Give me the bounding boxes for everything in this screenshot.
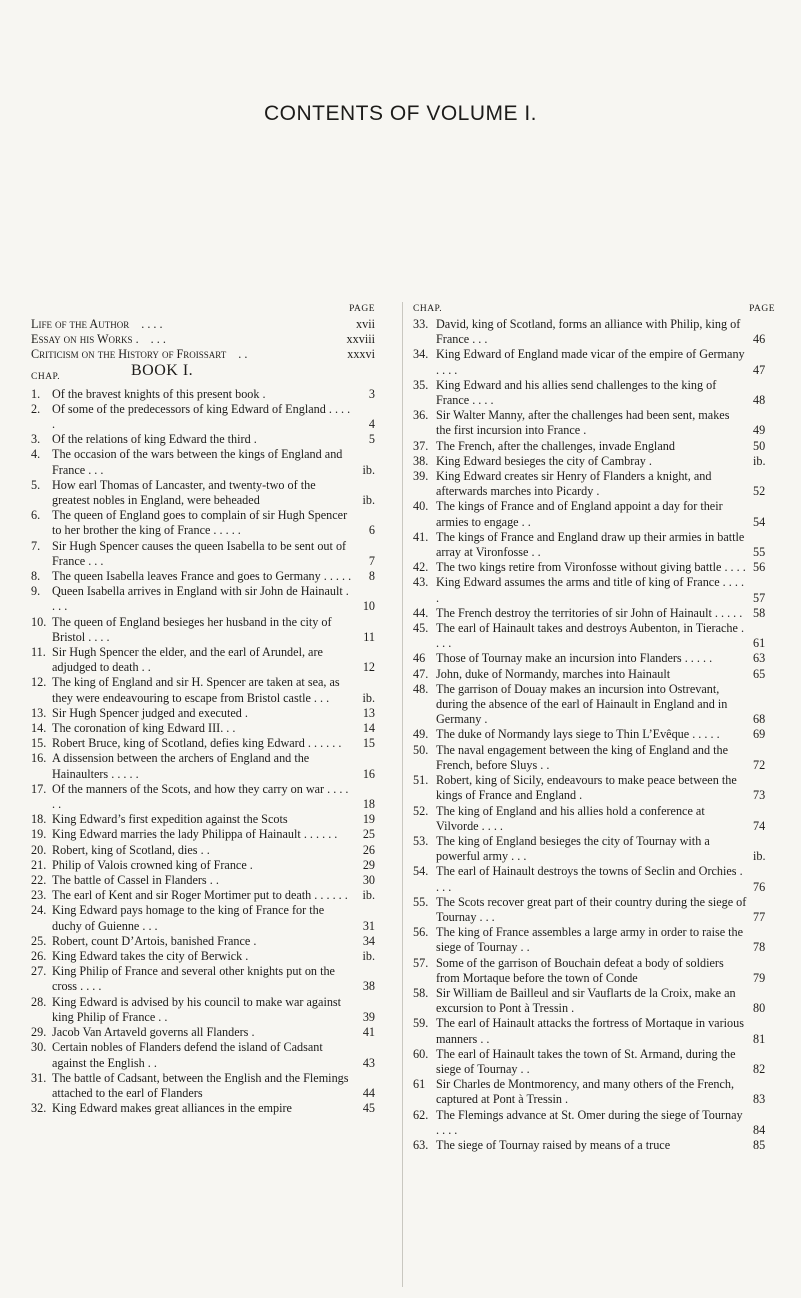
page-number: ib. — [362, 690, 375, 705]
toc-entry — [413, 560, 775, 575]
page-number: xxviii — [346, 332, 375, 347]
page-number: 74 — [753, 818, 766, 833]
chapter-number: 40. — [413, 499, 429, 514]
chapter-title: The queen Isabella leaves France and goes to Germany . . . . . — [52, 569, 352, 583]
toc-entry — [413, 773, 775, 803]
chapter-title: The queen of England besieges her husband in the city of Bristol . . . . — [52, 614, 332, 644]
toc-entry — [413, 347, 775, 377]
chapter-number: 23. — [31, 888, 47, 903]
chapter-number: 53. — [413, 833, 429, 848]
chapter-title: Sir Hugh Spencer the elder, and the earl of Arundel, are adjudged to death . . — [52, 645, 323, 675]
chapter-title: The kings of France and of England appoint a day for their armies to engage . . — [436, 499, 723, 529]
chapter-title: King Edward besieges the city of Cambray . — [436, 453, 652, 468]
chapter-title: Of the bravest knights of this present book . — [52, 386, 266, 401]
toc-entry — [413, 439, 775, 454]
column-divider — [402, 302, 403, 1287]
toc-entry — [413, 378, 775, 408]
chapter-title: Of some of the predecessors of king Edward of England . . . . . — [52, 401, 351, 431]
left-chapter-list — [31, 387, 375, 1117]
preliminary-title-wrap — [31, 317, 163, 332]
chapter-title: Jacob Van Artaveld governs all Flanders . — [52, 1025, 255, 1040]
page-number: 72 — [753, 757, 766, 772]
toc-entry — [31, 827, 375, 842]
page-number: 82 — [753, 1061, 766, 1076]
toc-entry — [31, 675, 375, 705]
toc-entry — [31, 1025, 375, 1040]
chapter-title: The French, after the challenges, invade England — [436, 438, 675, 453]
toc-entry — [31, 873, 375, 888]
toc-entry — [31, 843, 375, 858]
preliminary-item — [31, 347, 375, 362]
chapter-number: 58. — [413, 985, 429, 1000]
chapter-number: 14. — [31, 721, 47, 736]
chapter-number: 35. — [413, 377, 429, 392]
chapter-number: 39. — [413, 469, 429, 484]
chapter-number: 57. — [413, 955, 429, 970]
page-number: 56 — [753, 560, 766, 575]
chapter-number: 56. — [413, 925, 429, 940]
toc-entry — [413, 454, 775, 469]
chapter-title: King Edward pays homage to the king of France for the duchy of Guienne . . . — [52, 903, 325, 933]
chapter-title: Sir Charles de Montmorency, and many others of the French, captured at Pont à Tressin . — [436, 1077, 735, 1107]
page-number: 6 — [368, 523, 375, 538]
chapter-title: The naval engagement between the king of England and the French, before Sluys . . — [436, 742, 729, 772]
toc-entry — [413, 864, 775, 894]
page-number: 52 — [753, 484, 766, 499]
page-number: 41 — [362, 1025, 375, 1040]
chapter-number: 28. — [31, 994, 47, 1009]
contents-left-column — [31, 302, 375, 1116]
chapter-number: 32. — [31, 1101, 47, 1116]
page-number: ib. — [362, 462, 375, 477]
chapter-title: John, duke of Normandy, marches into Hainault — [436, 666, 671, 681]
page-number: 10 — [362, 599, 375, 614]
chapter-title: A dissension between the archers of England and the Hainaulters . . . . . — [52, 751, 310, 781]
page-number: 3 — [368, 386, 375, 401]
page-number: 34 — [362, 933, 375, 948]
page-number: 49 — [753, 423, 766, 438]
chapter-number: 33. — [413, 317, 429, 331]
page-number: 76 — [753, 879, 766, 894]
page-number: 69 — [753, 727, 766, 742]
page-number: 43 — [362, 1055, 375, 1070]
toc-entry — [31, 432, 375, 447]
page-number: xxxvi — [347, 347, 375, 362]
chapter-title: The earl of Hainault destroys the towns of Seclin and Orchies . . . . — [436, 864, 743, 894]
page-number: 54 — [753, 514, 766, 529]
toc-entry — [31, 584, 375, 614]
page-number: 80 — [753, 1001, 766, 1016]
toc-entry — [413, 667, 775, 682]
chapter-number: 55. — [413, 894, 429, 909]
chapter-number: 46 — [413, 651, 426, 666]
chapter-title: Sir Hugh Spencer causes the queen Isabella to be sent out of France . . . — [52, 538, 347, 568]
chapter-number: 62. — [413, 1107, 429, 1122]
page-column-header: PAGE — [749, 304, 775, 314]
dot-leader: . . . — [150, 332, 166, 347]
page-number: 29 — [362, 857, 375, 872]
chapter-number: 37. — [413, 438, 429, 453]
chapter-title: Robert, king of Scotland, dies . . — [52, 842, 210, 857]
toc-entry — [413, 1138, 775, 1153]
page-number: 4 — [368, 416, 375, 431]
book-heading-row — [31, 363, 375, 387]
chapter-title: The garrison of Douay makes an incursion into Ostrevant, during the absence of the earl of Hainault in England and in Germany . — [436, 681, 728, 727]
toc-entry — [413, 530, 775, 560]
page-number: 63 — [753, 651, 766, 666]
page-number: 12 — [362, 660, 375, 675]
toc-entry — [413, 621, 775, 651]
chapter-number: 31. — [31, 1070, 47, 1085]
chapter-number: 42. — [413, 560, 429, 575]
toc-entry — [413, 469, 775, 499]
contents-right-column — [413, 302, 775, 1153]
chapter-title: The king of England besieges the city of Tournay with a powerful army . . . — [436, 833, 710, 864]
chapter-title: Philip of Valois crowned king of France . — [52, 857, 253, 872]
chapter-number: 17. — [31, 781, 47, 796]
chapter-title: The kings of France and England draw up their armies in battle array at Vironfosse . . — [436, 529, 745, 560]
toc-entry — [413, 727, 775, 742]
page-number: 26 — [362, 842, 375, 857]
page-number: 7 — [368, 553, 375, 568]
chapter-title: The two kings retire from Vironfosse without giving battle . . . . — [436, 560, 746, 575]
chapter-number: 27. — [31, 964, 47, 979]
toc-entry — [31, 447, 375, 477]
page-number: ib. — [753, 453, 766, 468]
chapter-title: Those of Tournay make an incursion into Flanders . . . . . — [436, 651, 713, 666]
preliminary-item — [31, 317, 375, 332]
chapter-number: 9. — [31, 584, 41, 599]
chapter-title: Certain nobles of Flanders defend the island of Cadsant against the English . . — [52, 1040, 323, 1070]
chapter-number: 13. — [31, 705, 47, 720]
chapter-number: 16. — [31, 751, 47, 766]
page-number: 58 — [753, 605, 766, 620]
toc-entry — [413, 408, 775, 438]
chapter-title: The queen of England goes to complain of sir Hugh Spencer to her brother the king of France . . . . . — [52, 508, 348, 538]
page-number: 77 — [753, 909, 766, 924]
right-chapter-list — [413, 317, 775, 1153]
chapter-title: The king of France assembles a large army in order to raise the siege of Tournay . . — [436, 925, 744, 955]
page-number: 46 — [753, 332, 766, 347]
toc-entry — [31, 569, 375, 584]
chapter-number: 59. — [413, 1016, 429, 1031]
chap-column-header: CHAP. — [31, 371, 61, 382]
toc-entry — [31, 615, 375, 645]
chapter-number: 22. — [31, 873, 47, 888]
chapter-title: The Scots recover great part of their country during the siege of Tournay . . . — [436, 894, 747, 924]
toc-entry — [31, 995, 375, 1025]
toc-entry — [413, 834, 775, 864]
chapter-title: The Flemings advance at St. Omer during the siege of Tournay . . . . — [436, 1107, 743, 1137]
chapter-title: The battle of Cassel in Flanders . . — [52, 873, 219, 888]
page-number: 83 — [753, 1092, 766, 1107]
left-header-row — [31, 302, 375, 317]
chapter-number: 50. — [413, 742, 429, 757]
chapter-title: The siege of Tournay raised by means of a truce — [436, 1137, 671, 1152]
dot-leader: . . — [238, 347, 248, 362]
toc-entry — [413, 499, 775, 529]
chapter-title: King Philip of France and several other knights put on the cross . . . . — [52, 964, 335, 994]
chap-column-header: CHAP. — [413, 304, 443, 314]
page-number: 65 — [753, 666, 766, 681]
chapter-title: The duke of Normandy lays siege to Thin L’Evêque . . . . . — [436, 727, 720, 742]
chapter-number: 47. — [413, 666, 429, 681]
chapter-number: 8. — [31, 569, 41, 583]
toc-entry — [413, 1016, 775, 1046]
page-number: 79 — [753, 970, 766, 985]
toc-entry — [31, 539, 375, 569]
toc-entry — [413, 651, 775, 666]
toc-entry — [413, 1047, 775, 1077]
chapter-number: 29. — [31, 1025, 47, 1040]
chapter-title: Some of the garrison of Bouchain defeat a body of soldiers from Mortaque before the town of Conde — [436, 955, 724, 985]
toc-entry — [31, 858, 375, 873]
chapter-title: The king of England and sir H. Spencer are taken at sea, as they were endeavouring to escape from Bristol castle . . . — [52, 675, 340, 705]
right-header-row — [413, 302, 775, 317]
chapter-title: The occasion of the wars between the kings of England and France . . . — [52, 447, 343, 477]
toc-entry — [413, 986, 775, 1016]
toc-entry — [31, 508, 375, 538]
toc-entry — [413, 1077, 775, 1107]
toc-entry — [413, 804, 775, 834]
page-number: 15 — [362, 736, 375, 751]
page-number: 48 — [753, 393, 766, 408]
preliminary-item — [31, 332, 375, 347]
chapter-title: King Edward takes the city of Berwick . — [52, 949, 249, 964]
chapter-title: King Edward and his allies send challenges to the king of France . . . . — [436, 377, 717, 408]
preliminary-title-wrap — [31, 332, 166, 347]
chapter-title: King Edward of England made vicar of the empire of Germany . . . . — [436, 347, 745, 377]
toc-entry — [31, 903, 375, 933]
toc-entry — [31, 751, 375, 781]
chapter-number: 45. — [413, 621, 429, 636]
chapter-title: Sir Hugh Spencer judged and executed . — [52, 705, 248, 720]
chapter-title: David, king of Scotland, forms an alliance with Philip, king of France . . . — [436, 317, 741, 347]
page-number: 61 — [753, 636, 766, 651]
chapter-number: 51. — [413, 773, 429, 788]
chapter-title: Robert, king of Sicily, endeavours to make peace between the kings of France and England . — [436, 773, 737, 803]
book-heading: BOOK I. — [131, 361, 194, 379]
chapter-number: 49. — [413, 727, 429, 742]
toc-entry — [413, 606, 775, 621]
chapter-number: 34. — [413, 347, 429, 362]
chapter-number: 18. — [31, 812, 47, 827]
preliminary-title: Essay on his Works . — [31, 332, 139, 347]
toc-entry — [31, 706, 375, 721]
chapter-number: 6. — [31, 508, 41, 523]
chapter-number: 61 — [413, 1077, 426, 1092]
chapter-title: How earl Thomas of Lancaster, and twenty-two of the greatest nobles in England, were beheaded — [52, 477, 316, 507]
page-number: 5 — [368, 432, 375, 447]
toc-entry — [413, 1108, 775, 1138]
chapter-number: 43. — [413, 575, 429, 590]
toc-entry — [31, 782, 375, 812]
page-number: xvii — [356, 317, 375, 331]
page-number: 44 — [362, 1085, 375, 1100]
toc-entry — [31, 1040, 375, 1070]
chapter-number: 7. — [31, 538, 41, 553]
chapter-title: The battle of Cadsant, between the English and the Flemings attached to the earl of Flanders — [52, 1070, 349, 1100]
chapter-number: 54. — [413, 864, 429, 879]
toc-entry — [31, 888, 375, 903]
chapter-title: Robert, count D’Artois, banished France . — [52, 933, 257, 948]
page-number: 38 — [362, 979, 375, 994]
page-number: 81 — [753, 1031, 766, 1046]
chapter-title: Sir Walter Manny, after the challenges had been sent, makes the first incursion into France . — [436, 408, 730, 438]
chapter-title: The French destroy the territories of sir John of Hainault . . . . . — [436, 605, 743, 620]
page-number: ib. — [362, 492, 375, 507]
toc-entry — [413, 743, 775, 773]
toc-entry — [31, 387, 375, 402]
page-number: 47 — [753, 362, 766, 377]
chapter-number: 44. — [413, 605, 429, 620]
page-number: 14 — [362, 721, 375, 736]
chapter-number: 2. — [31, 401, 41, 416]
toc-entry — [31, 645, 375, 675]
chapter-title: Of the relations of king Edward the third . — [52, 432, 257, 447]
chapter-number: 48. — [413, 681, 429, 696]
chapter-title: The earl of Hainault attacks the fortress of Mortaque in various manners . . — [436, 1016, 744, 1046]
toc-entry — [31, 478, 375, 508]
chapter-title: King Edward’s first expedition against the Scots — [52, 812, 288, 827]
chapter-title: The earl of Hainault takes the town of St. Armand, during the siege of Tournay . . — [436, 1046, 736, 1076]
chapter-title: King Edward marries the lady Philippa of Hainault . . . . . . — [52, 827, 338, 842]
chapter-number: 15. — [31, 736, 47, 751]
page-number: 18 — [362, 797, 375, 812]
chapter-number: 63. — [413, 1137, 429, 1152]
chapter-title: The earl of Kent and sir Roger Mortimer put to death . . . . . . — [52, 888, 348, 903]
toc-entry — [31, 1101, 375, 1116]
chapter-number: 60. — [413, 1046, 429, 1061]
chapter-title: Sir William de Bailleul and sir Vauflarts de la Croix, make an excursion to Pont à Tressin . — [436, 985, 736, 1016]
chapter-number: 25. — [31, 933, 47, 948]
chapter-number: 19. — [31, 827, 47, 842]
page-number: 55 — [753, 545, 766, 560]
chapter-title: King Edward is advised by his council to make war against king Philip of France . . — [52, 994, 342, 1024]
chapter-title: The coronation of king Edward III. . . — [52, 721, 236, 736]
page-number: 39 — [362, 1009, 375, 1024]
preliminary-title: Criticism on the History of Froissart — [31, 347, 227, 362]
toc-entry — [413, 925, 775, 955]
page-number: 19 — [362, 812, 375, 827]
chapter-number: 12. — [31, 675, 47, 690]
chapter-number: 20. — [31, 842, 47, 857]
toc-entry — [413, 575, 775, 605]
chapter-number: 21. — [31, 857, 47, 872]
chapter-number: 36. — [413, 408, 429, 423]
page-number: 16 — [362, 766, 375, 781]
chapter-number: 10. — [31, 614, 47, 629]
toc-entry — [31, 736, 375, 751]
page-number: 11 — [363, 629, 375, 644]
chapter-title: King Edward makes great alliances in the empire — [52, 1101, 292, 1116]
chapter-title: Of the manners of the Scots, and how they carry on war . . . . . . — [52, 781, 349, 812]
page-number: 13 — [362, 705, 375, 720]
chapter-number: 24. — [31, 903, 47, 918]
chapter-number: 30. — [31, 1040, 47, 1055]
toc-entry — [31, 964, 375, 994]
chapter-title: The earl of Hainault takes and destroys Aubenton, in Tierache . . . . — [436, 621, 744, 651]
chapter-number: 1. — [31, 386, 41, 401]
toc-entry — [31, 949, 375, 964]
page-number: ib. — [362, 949, 375, 964]
page-number: 73 — [753, 788, 766, 803]
toc-entry — [413, 317, 775, 347]
toc-entry — [31, 402, 375, 432]
preliminary-title-wrap — [31, 347, 247, 362]
toc-entry — [31, 934, 375, 949]
preliminary-title: Life of the Author — [31, 317, 130, 331]
chapter-number: 38. — [413, 453, 429, 468]
page-number: 85 — [753, 1137, 766, 1152]
page-number: 68 — [753, 712, 766, 727]
page-number: 50 — [753, 438, 766, 453]
page-number: 30 — [362, 873, 375, 888]
chapter-title: Queen Isabella arrives in England with sir John de Hainault . . . . — [52, 584, 349, 614]
toc-entry — [413, 682, 775, 728]
chapter-number: 52. — [413, 803, 429, 818]
chapter-title: King Edward creates sir Henry of Flanders a knight, and afterwards marches into Picardy . — [436, 469, 712, 499]
toc-entry — [31, 1071, 375, 1101]
dot-leader: . . . . — [141, 317, 163, 331]
chapter-number: 11. — [31, 645, 46, 660]
page-number: 84 — [753, 1122, 766, 1137]
page-title: CONTENTS OF VOLUME I. — [263, 102, 538, 125]
chapter-title: The king of England and his allies hold a conference at Vilvorde . . . . — [436, 803, 705, 833]
toc-entry — [413, 956, 775, 986]
toc-entry — [31, 812, 375, 827]
page-number: 45 — [362, 1101, 375, 1116]
chapter-number: 3. — [31, 432, 41, 447]
chapter-title: Robert Bruce, king of Scotland, defies king Edward . . . . . . — [52, 736, 342, 751]
page-number: ib. — [753, 849, 766, 864]
toc-entry — [413, 895, 775, 925]
page-number: 8 — [368, 569, 375, 583]
chapter-number: 41. — [413, 529, 429, 544]
preliminaries-list — [31, 317, 375, 363]
chapter-title: King Edward assumes the arms and title of king of France . . . . . — [436, 575, 745, 605]
chapter-number: 5. — [31, 477, 41, 492]
page-number: ib. — [362, 888, 375, 903]
chapter-number: 4. — [31, 447, 41, 462]
page-number: 78 — [753, 940, 766, 955]
toc-entry — [31, 721, 375, 736]
page-number: 25 — [362, 827, 375, 842]
page-column-header: PAGE — [349, 304, 375, 314]
page-number: 57 — [753, 590, 766, 605]
page-number: 31 — [362, 918, 375, 933]
chapter-number: 26. — [31, 949, 47, 964]
